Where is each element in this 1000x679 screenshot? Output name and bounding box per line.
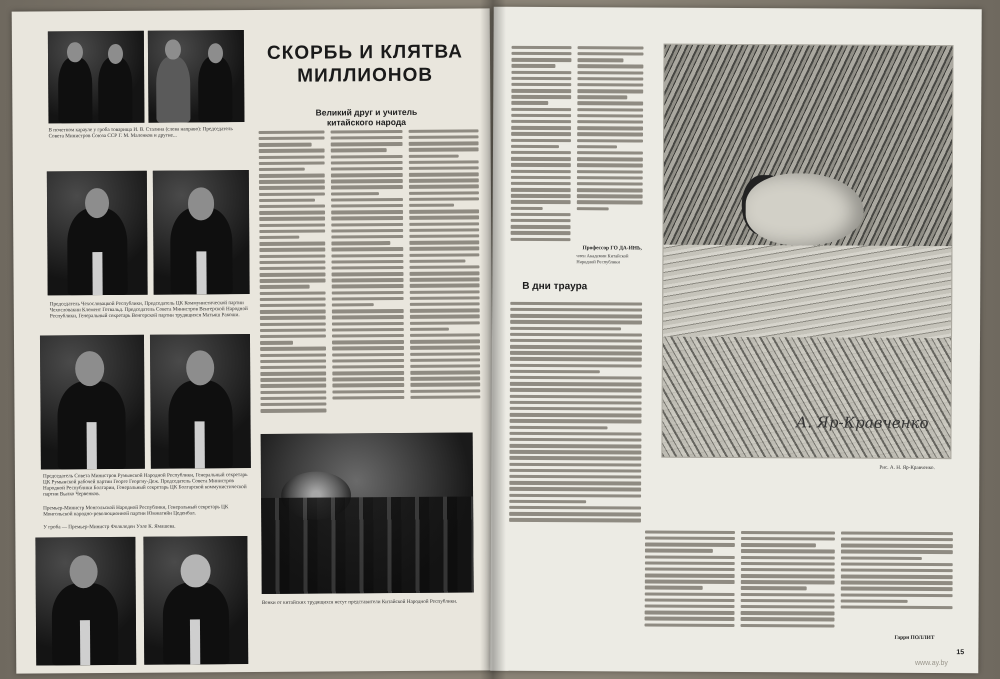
honor-guard-photo-1 [48, 31, 145, 124]
honor-guard-photo-2 [148, 30, 245, 123]
article-column-3 [409, 126, 481, 426]
watermark: www.ay.by [915, 660, 948, 667]
portrait-kim [143, 536, 248, 665]
article-column-9 [840, 529, 953, 630]
portrait-tsedenbal [35, 537, 136, 666]
left-page [12, 8, 495, 673]
author-harry-pollitt: Гарри ПОЛЛИТ [894, 634, 935, 642]
author-go-da-yin: Профессор ГО ДА-ИНЬ, [582, 245, 642, 252]
article-subhead: Великий друг и учитель китайского народа [315, 106, 418, 128]
section-title-mourning: В дни траура [522, 280, 588, 293]
article-column-7 [644, 528, 735, 646]
article-column-6 [509, 299, 642, 530]
article-column-2 [331, 127, 405, 427]
portrait-rakosi [153, 170, 250, 295]
portrait-gottwald [47, 171, 148, 296]
caption-6: Венки от китайских трудящихся несут представители Китайской Народной Республики. [261, 598, 458, 606]
page-number: 15 [956, 649, 965, 657]
author-go-da-yin-title: член Академии Китайской Народной Республики [576, 253, 629, 264]
artist-signature: А. Яр-Кравченко [795, 413, 929, 433]
wreath-procession-photo [261, 432, 474, 593]
stalin-funeral-drawing [661, 44, 953, 460]
caption-1: В почетном карауле у гроба товарища И. В. Сталина (слева направо): Председатель Совета Министров Союза ССР Г. М. Маленков и другие... [48, 126, 233, 140]
caption-5: У гроба — Премьер-Министр Фолкледен Уэле К. Ямашева. [43, 523, 176, 531]
article-column-5 [577, 43, 644, 239]
article-column-1 [259, 127, 327, 427]
right-page [490, 7, 981, 674]
article-column-8 [740, 528, 835, 646]
portrait-gheorghiu-dej [40, 335, 145, 470]
caption-3: Председатель Совета Министров Румынской Народной Республики, Генеральный секретарь ЦК Румынской рабочей партии Георге Георгиу-Деж. Председатель Совета Министров Народной Республики Болгарии, Генеральный секретарь ЦК Болгарской коммунистической партии Вылко Червенков. [42, 472, 248, 498]
article-headline: СКОРБЬ И КЛЯТВА МИЛЛИОНОВ [266, 41, 464, 87]
article-column-4 [510, 43, 571, 263]
portrait-chervenkov [150, 334, 251, 469]
caption-4: Премьер-Министр Монгольской Народной Республики, Генеральный секретарь ЦК Монгольской народно-революционной партии Юмжагийн Цеденбал. [43, 504, 229, 518]
drawing-caption: Рис. А. Н. Яр-Кравченко. [879, 464, 935, 472]
caption-2: Председатель Чехословацкой Республики, Председатель ЦК Коммунистической партии Чехословакии Клемент Готвальд. Председатель Совета Министров Венгерской Народной Республики, Генеральный секретарь Венгерской партии трудящихся Матьяш Ракоши. [49, 300, 248, 320]
